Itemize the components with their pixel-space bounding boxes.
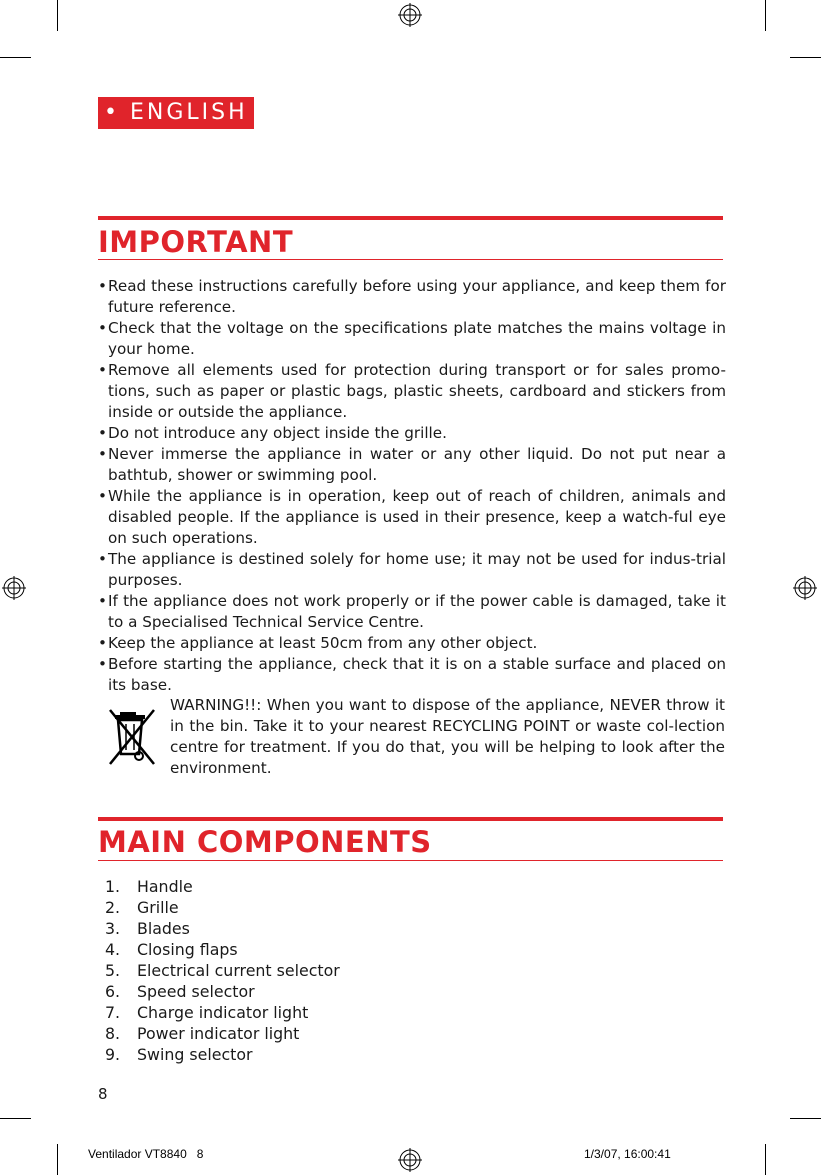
list-item — [105, 981, 340, 1002]
crop-mark — [57, 0, 58, 31]
list-item: • The appliance is destined solely for home use; it may not be used for indus-trial purposes. — [98, 549, 726, 591]
list-item: • Do not introduce any object inside the grille. — [98, 423, 726, 444]
item-label: Grille — [137, 898, 179, 917]
list-item: • Before starting the appliance, check that it is on a stable surface and placed on its base. — [98, 654, 726, 696]
list-item — [105, 960, 340, 981]
list-item: • While the appliance is in operation, keep out of reach of children, animals and disabled people. If the appliance is used in their presence, keep a watch-ful eye on such operations. — [98, 486, 726, 549]
footer-timestamp: 1/3/07, 16:00:41 — [584, 1147, 671, 1161]
language-tag: • ENGLISH — [98, 97, 254, 129]
list-item: • Remove all elements used for protection during transport or for sales promo-tions, such as paper or plastic bags, plastic sheets, cardboard and stickers from inside or outside the appliance. — [98, 360, 726, 423]
list-item — [105, 1044, 340, 1065]
item-number: 4. — [105, 940, 121, 959]
registration-mark-icon — [398, 3, 422, 27]
important-heading: IMPORTANT — [98, 225, 294, 259]
section-rule — [98, 216, 723, 220]
list-item — [105, 918, 340, 939]
item-number: 6. — [105, 982, 121, 1001]
list-item: • If the appliance does not work properly or if the power cable is damaged, take it to a Specialised Technical Service Centre. — [98, 591, 726, 633]
item-label: Electrical current selector — [137, 961, 340, 980]
crossed-out-wheelie-bin-icon — [106, 706, 162, 766]
crop-mark — [0, 57, 31, 58]
list-item — [105, 1002, 340, 1023]
section-underline — [98, 259, 723, 260]
components-list — [105, 876, 340, 1065]
registration-mark-icon — [2, 576, 26, 600]
warning-text: WARNING!!: When you want to dispose of the appliance, NEVER throw it in the bin. Take it to your nearest RECYCLING POINT or waste col-lection centre for treatment. If you do that, you will be helping to look after the environment. — [170, 696, 725, 777]
crop-mark — [765, 0, 766, 31]
item-number: 7. — [105, 1003, 121, 1022]
page-number: 8 — [98, 1085, 108, 1103]
crop-mark — [57, 1144, 58, 1175]
list-item: • Check that the voltage on the specifications plate matches the mains voltage in your home. — [98, 318, 726, 360]
registration-mark-icon — [398, 1148, 422, 1172]
list-item: • Keep the appliance at least 50cm from any other object. — [98, 633, 726, 654]
item-number: 8. — [105, 1024, 121, 1043]
item-label: Charge indicator light — [137, 1003, 309, 1022]
item-number: 2. — [105, 898, 121, 917]
registration-mark-icon — [793, 576, 817, 600]
item-label: Blades — [137, 919, 190, 938]
important-list — [98, 276, 726, 696]
crop-mark — [790, 1118, 821, 1119]
item-number: 1. — [105, 877, 121, 896]
item-label: Swing selector — [137, 1045, 253, 1064]
list-item — [105, 897, 340, 918]
item-label: Closing flaps — [137, 940, 238, 959]
footer-filename: Ventilador VT8840 8 — [88, 1147, 204, 1161]
list-item: • Never immerse the appliance in water or any other liquid. Do not put near a bathtub, shower or swimming pool. — [98, 444, 726, 486]
item-number: 5. — [105, 961, 121, 980]
item-number: 3. — [105, 919, 121, 938]
list-item: • Read these instructions carefully before using your appliance, and keep them for future reference. — [98, 276, 726, 318]
crop-mark — [0, 1118, 31, 1119]
item-label: Handle — [137, 877, 193, 896]
item-label: Speed selector — [137, 982, 255, 1001]
item-label: Power indicator light — [137, 1024, 300, 1043]
section-rule — [98, 817, 723, 821]
list-item — [105, 876, 340, 897]
item-number: 9. — [105, 1045, 121, 1064]
list-item — [105, 1023, 340, 1044]
list-item — [105, 939, 340, 960]
crop-mark — [790, 57, 821, 58]
section-underline — [98, 860, 723, 861]
components-heading: MAIN COMPONENTS — [98, 825, 432, 859]
crop-mark — [765, 1144, 766, 1175]
